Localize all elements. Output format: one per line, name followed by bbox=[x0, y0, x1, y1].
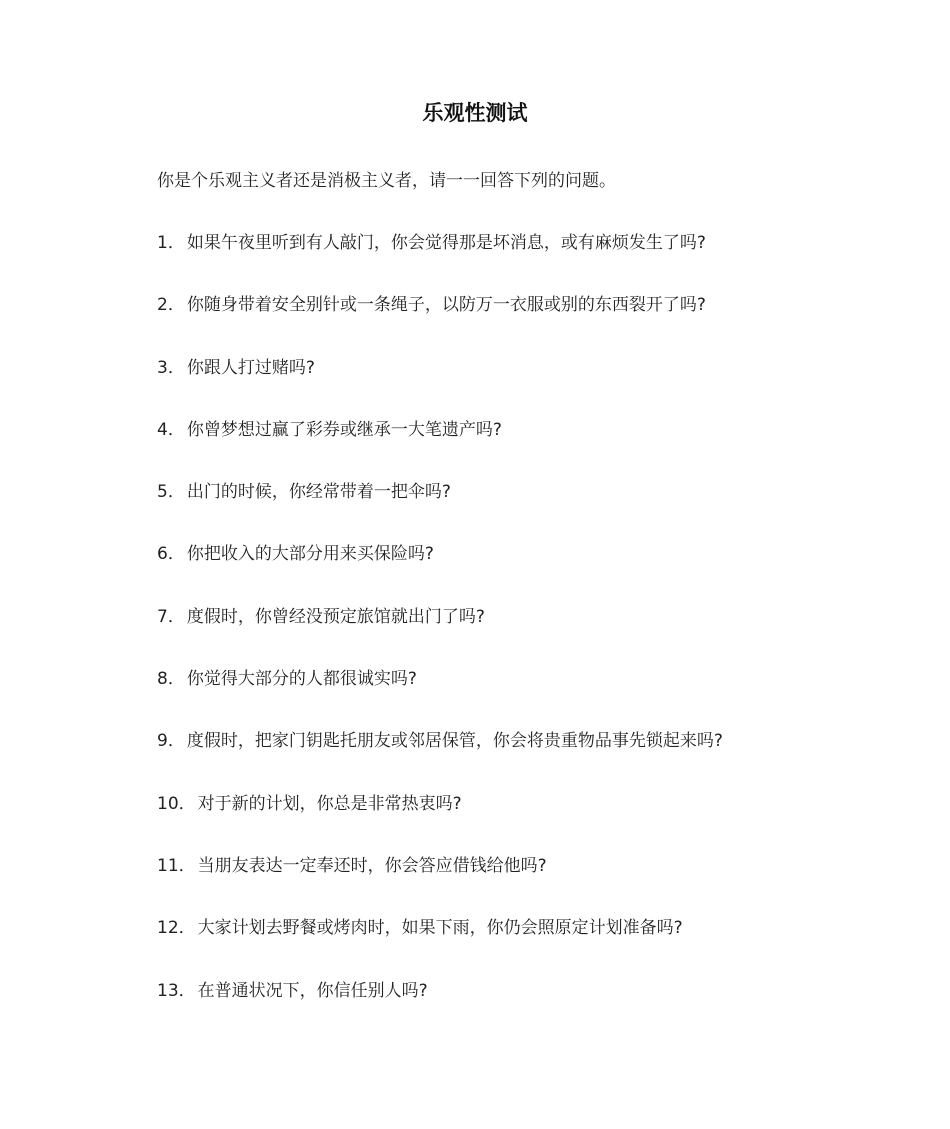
question-number: 9． bbox=[157, 731, 185, 752]
question-item bbox=[157, 605, 723, 667]
question-item bbox=[157, 542, 723, 604]
question-item bbox=[157, 792, 723, 854]
question-number: 5． bbox=[157, 482, 185, 503]
question-item bbox=[157, 293, 723, 355]
question-item bbox=[157, 480, 723, 542]
question-number: 12． bbox=[157, 918, 196, 939]
question-number: 3． bbox=[157, 357, 185, 378]
question-text: 度假时，把家门钥匙托朋友或邻居保管，你会将贵重物品事先锁起来吗? bbox=[186, 731, 723, 752]
question-number: 6． bbox=[157, 544, 185, 565]
question-text: 出门的时候，你经常带着一把伞吗? bbox=[186, 482, 451, 503]
question-text: 你跟人打过赌吗? bbox=[186, 357, 315, 378]
question-item bbox=[157, 231, 723, 293]
question-text: 当朋友表达一定奉还时，你会答应借钱给他吗? bbox=[197, 855, 547, 876]
intro-text: 你是个乐观主义者还是消极主义者，请一一回答下列的问题。 bbox=[157, 171, 616, 191]
question-number: 7． bbox=[157, 606, 185, 627]
question-list bbox=[157, 231, 723, 1041]
question-item bbox=[157, 667, 723, 729]
question-text: 度假时，你曾经没预定旅馆就出门了吗? bbox=[186, 606, 485, 627]
question-number: 8． bbox=[157, 669, 185, 690]
question-text: 大家计划去野餐或烤肉时，如果下雨，你仍会照原定计划准备吗? bbox=[197, 918, 683, 939]
question-item bbox=[157, 854, 723, 916]
question-text: 你随身带着安全别针或一条绳子，以防万一衣服或别的东西裂开了吗? bbox=[186, 295, 706, 316]
question-text: 如果午夜里听到有人敲门，你会觉得那是坏消息，或有麻烦发生了吗? bbox=[186, 233, 706, 253]
question-number: 1． bbox=[157, 233, 185, 253]
question-text: 你把收入的大部分用来买保险吗? bbox=[186, 544, 434, 565]
question-number: 13． bbox=[157, 980, 196, 1001]
question-text: 你觉得大部分的人都很诚实吗? bbox=[186, 669, 417, 690]
question-item bbox=[157, 916, 723, 978]
question-item bbox=[157, 356, 723, 418]
question-item bbox=[157, 729, 723, 791]
page-title: 乐观性测试 bbox=[422, 101, 528, 125]
question-text: 在普通状况下，你信任别人吗? bbox=[197, 980, 428, 1001]
question-item bbox=[157, 979, 723, 1041]
question-text: 对于新的计划，你总是非常热衷吗? bbox=[197, 793, 462, 814]
question-text: 你曾梦想过赢了彩券或继承一大笔遗产吗? bbox=[186, 419, 502, 440]
question-number: 11． bbox=[157, 855, 196, 876]
question-item bbox=[157, 418, 723, 480]
question-number: 4． bbox=[157, 419, 185, 440]
question-number: 2． bbox=[157, 295, 185, 316]
question-number: 10． bbox=[157, 793, 196, 814]
